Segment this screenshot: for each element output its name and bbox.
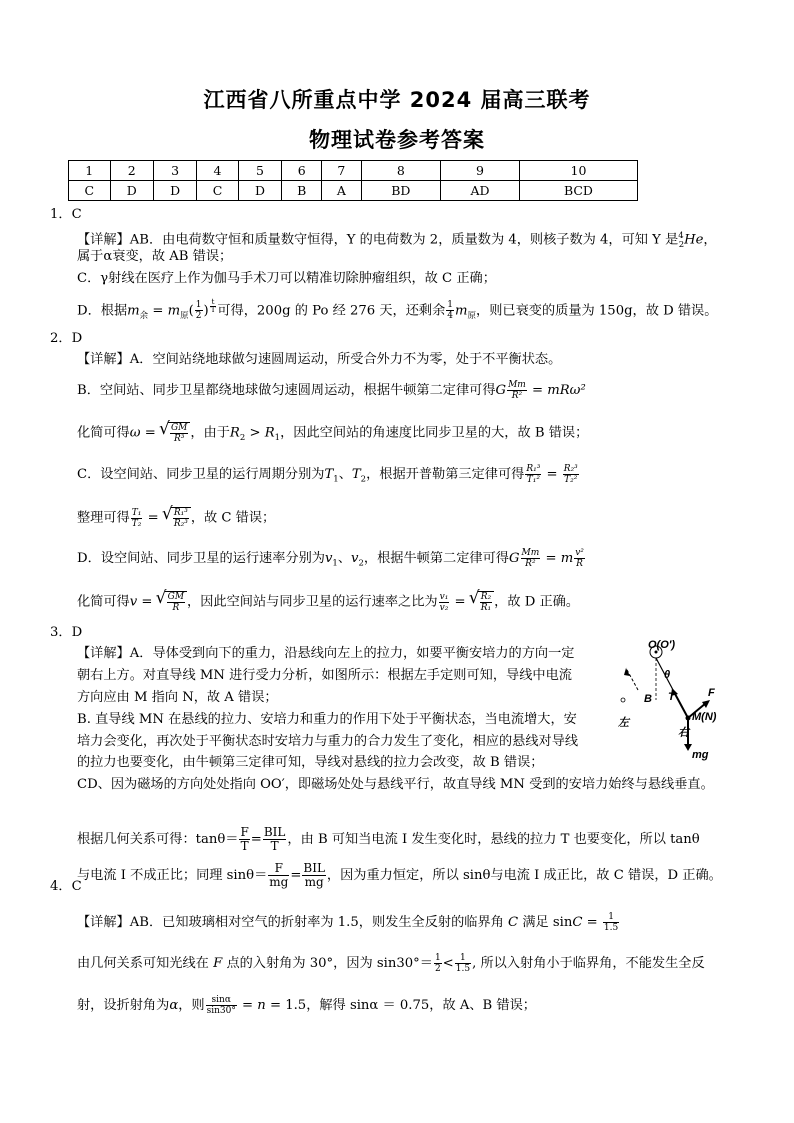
q1-line-1-text: 【详解】AB．由电荷数守恒和质量数守恒得，Y 的电荷数为 2，质量数为 4，则核子数为 4，可知 Y 是 — [77, 232, 679, 248]
q1-line-1: 【详解】AB．由电荷数守恒和质量数守恒得，Y 的电荷数为 2，质量数为 4，则核子数为 4，可知 Y 是$^4_2$He， — [77, 231, 717, 251]
q3-line-9: 与电流 I 不成正比；同理 sinθ＝ $\frac{F}{mg}$ = $\frac{\text{BIL}}{mg}$ ，因为重力恒定，所以 sinθ与电流 I 成正比，故 C 错误，D 正确。 — [77, 861, 722, 889]
q2-line-3a: 化简可得 — [77, 425, 130, 441]
label-b: B — [644, 693, 652, 705]
left-marker — [621, 698, 625, 702]
answer-5: D — [238, 181, 281, 201]
q4-heading: 4．C — [50, 879, 82, 894]
field-b-arrowhead — [624, 668, 630, 676]
q3-line-8b: ，由 B 可知当电流 I 发生变化时，悬线的拉力 T 也要变化，所以 tanθ — [287, 832, 700, 847]
label-mn: M(N) — [692, 711, 717, 723]
q3-line-2: 朝右上方。对直导线 MN 进行受力分析，如图所示：根据左手定则可知，导线中电流 — [77, 668, 572, 683]
qnum-8: 8 — [361, 161, 440, 181]
label-t: T — [668, 691, 675, 703]
q1-line-4c: ，则已衰变的质量为 150g，故 D 错误。 — [476, 303, 718, 319]
q4-line-2b: 点的入射角为 30°，因为 sin30°＝ — [226, 956, 433, 971]
q2-line-3c: ，因此空间站的角速度比同步卫星的大，故 B 错误； — [280, 425, 589, 441]
answer-6: B — [282, 181, 322, 201]
q4-line-1b: 满足 sin — [522, 915, 573, 930]
q1-line-4b: 可得，200g 的 Po 经 276 天，还剩余 — [217, 303, 446, 319]
q3-line-3: 方向应由 M 指向 N，故 A 错误； — [77, 690, 278, 705]
ampere-force-arrowhead — [702, 700, 710, 708]
q2-line-2: B．空间站、同步卫星都绕地球做匀速圆周运动，根据牛顿第二定律可得G $\frac{Mm}{\text{R²}}$ = mRω² — [77, 380, 586, 401]
q2-line-6: D．设空间站、同步卫星的运行速率分别为$v_1$、$v_2$，根据牛顿第二定律可得G $\frac{Mm}{\text{R²}}$ = m $\frac{\text{v²}}{R}$ — [77, 548, 584, 569]
q3-line-6: 的拉力也要变化，由牛顿第三定律可知，导线对悬线的拉力会改变，故 B 错误； — [77, 755, 544, 770]
label-mg: mg — [692, 749, 709, 761]
label-o: O(O′) — [648, 640, 676, 651]
gravity-arrowhead — [684, 744, 692, 751]
label-left: 左 — [618, 717, 629, 729]
q1-helium-symbol: He — [684, 232, 704, 248]
answer-8: BD — [361, 181, 440, 201]
q2-line-5b: ，故 C 错误； — [190, 510, 276, 526]
q2-line-5a: 整理可得 — [77, 510, 130, 526]
qnum-10: 10 — [519, 161, 637, 181]
q3-line-1: 【详解】A．导体受到向下的重力，沿悬线向左上的拉力，如要平衡安培力的方向一定 — [77, 646, 575, 661]
q2-line-7: 化简可得v = √ $\frac{GM}{R}$ ，因此空间站与同步卫星的运行速率之比为 $\frac{\text{v₁}}{\text{v₂}}$ = √ $\frac{\text{R₂}}{\text{R₁}}$ ，故 D 正确。 — [77, 591, 579, 613]
q2-line-7a: 化简可得 — [77, 594, 130, 610]
qnum-2: 2 — [110, 161, 153, 181]
q2-heading: 2．D — [50, 331, 83, 346]
q2-line-7c: ，故 D 正确。 — [494, 594, 580, 610]
qnum-9: 9 — [441, 161, 520, 181]
label-right: 右 — [678, 727, 689, 739]
q2-line-2-text: B．空间站、同步卫星都绕地球做匀速圆周运动，根据牛顿第二定律可得 — [77, 383, 496, 398]
qnum-3: 3 — [153, 161, 196, 181]
label-f: F — [708, 687, 715, 699]
answer-2: D — [110, 181, 153, 201]
q3-line-5: 培力会变化，再次处于平衡状态时安培力与重力的合力发生了变化，相应的悬线对导线 — [77, 734, 579, 749]
answer-7: A — [322, 181, 361, 201]
answer-10: BCD — [519, 181, 637, 201]
answer-table-header-row — [69, 161, 638, 181]
q3-line-9a: 与电流 I 不成正比；同理 sinθ＝ — [77, 868, 268, 883]
q2-line-4b: ，根据开普勒第三定律可得 — [366, 467, 525, 482]
q3-line-8a: 根据几何关系可得：tanθ＝ — [77, 832, 239, 847]
q1-line-3: C．γ射线在医疗上作为伽马手术刀可以精准切除肿瘤组织，故 C 正确； — [77, 271, 496, 286]
answer-4: C — [197, 181, 239, 201]
q2-line-4: C．设空间站、同步卫星的运行周期分别为$T_1$、$T_2$，根据开普勒第三定律可得 $\frac{\text{R₁³}}{\text{T₁²}}$ = $\frac{\text{R₂³}}{\text{T₂²}}$ — [77, 464, 578, 485]
q4-line-2: 由几何关系可知光线在 F 点的入射角为 30°，因为 sin30°＝ $\frac{1}{2}$ < $\frac{1}{1.5}$ , 所以入射角小于临界角，不能发生全反 — [77, 953, 705, 974]
q4-line-2a: 由几何关系可知光线在 — [77, 956, 209, 971]
q4-line-2c: , 所以入射角小于临界角，不能发生全反 — [472, 956, 705, 971]
q2-line-6b: ，根据牛顿第二定律可得 — [363, 551, 509, 566]
qnum-7: 7 — [322, 161, 361, 181]
q3-line-9b: ，因为重力恒定，所以 sinθ与电流 I 成正比，故 C 错误，D 正确。 — [326, 868, 722, 883]
q2-line-3b: ，由于 — [190, 425, 230, 441]
q2-line-6a: D．设空间站、同步卫星的运行速率分别为 — [77, 551, 325, 566]
q4-line-1: 【详解】AB．已知玻璃相对空气的折射率为 1.5，则发生全反射的临界角 C 满足 sinC = $\frac{1}{1.5}$ — [77, 912, 619, 933]
q2-line-7b: ，因此空间站与同步卫星的运行速率之比为 — [187, 594, 438, 610]
q2-line-5: 整理可得 $\frac{\text{T₁}}{\text{T₂}}$ = √ $\frac{\text{R₁³}}{\text{R₂³}}$ ，故 C 错误； — [77, 507, 275, 529]
q4-line-3a: 射，设折射角为 — [77, 998, 170, 1013]
q1-line-2: 属于α衰变，故 AB 错误； — [77, 249, 233, 264]
qnum-6: 6 — [282, 161, 322, 181]
field-b-line — [626, 668, 638, 690]
answer-3: D — [153, 181, 196, 201]
q1-heading: 1．C — [50, 207, 82, 222]
answer-9: AD — [441, 181, 520, 201]
q4-line-3: 射，设折射角为α，则 $\frac{\sin\alpha}{\sin 30^\circ}$ = n = 1.5，解得 sinα ＝ 0.75，故 A、B 错误； — [77, 995, 536, 1016]
q1-line-1-end: ， — [703, 232, 717, 248]
q2-line-4a: C．设空间站、同步卫星的运行周期分别为 — [77, 467, 325, 482]
qnum-4: 4 — [197, 161, 239, 181]
q1-line-4a: D．根据 — [77, 303, 128, 319]
answer-table-answer-row — [69, 181, 638, 201]
q3-line-8: 根据几何关系可得：tanθ＝ $\frac{F}{T}$ = $\frac{\text{BIL}}{T}$ ，由 B 可知当电流 I 发生变化时，悬线的拉力 T 也要变化，所以 tanθ — [77, 825, 700, 853]
q4-line-3c: ，解得 sinα ＝ 0.75，故 A、B 错误； — [306, 998, 536, 1013]
answer-table — [68, 160, 638, 201]
q4-line-3b: ，则 — [178, 998, 205, 1013]
q2-line-3: 化简可得ω = √ $\frac{GM}{\text{R³}}$ ，由于$R_2 > R_1$，因此空间站的角速度比同步卫星的大，故 B 错误； — [77, 422, 588, 447]
q2-line-1: 【详解】A．空间站绕地球做匀速圆周运动，所受合外力不为零，处于不平衡状态。 — [77, 352, 562, 367]
q3-line-7: CD、因为磁场的方向处处指向 OO′，即磁场处处与悬线平行，故直导线 MN 受到的安培力始终与悬线垂直。 — [77, 777, 714, 792]
q3-line-4: B. 直导线 MN 在悬线的拉力、安培力和重力的作用下处于平衡状态，当电流增大，安 — [77, 712, 577, 727]
tension-arrow — [674, 692, 688, 718]
label-theta: θ — [664, 669, 671, 681]
q3-force-diagram — [612, 640, 747, 765]
wire-mn-dot — [686, 716, 691, 721]
answer-1: C — [69, 181, 111, 201]
q3-heading: 3．D — [50, 625, 83, 640]
doc-title: 江西省八所重点中学 2024 届高三联考 — [203, 88, 591, 112]
qnum-1: 1 — [69, 161, 111, 181]
q1-line-4: D．根据$m_余 = m_原$( $\frac{1}{2}$ ) $^{\frac{t}{T}}$ 可得，200g 的 Po 经 276 天，还剩余 $\frac{1}{4}$ $m_原$，则已衰变的质量为 150g，故 D 错误。 — [77, 298, 718, 322]
qnum-5: 5 — [238, 161, 281, 181]
q4-line-1a: 【详解】AB．已知玻璃相对空气的折射率为 1.5，则发生全反射的临界角 — [77, 915, 504, 930]
doc-subtitle: 物理试卷参考答案 — [309, 128, 485, 152]
